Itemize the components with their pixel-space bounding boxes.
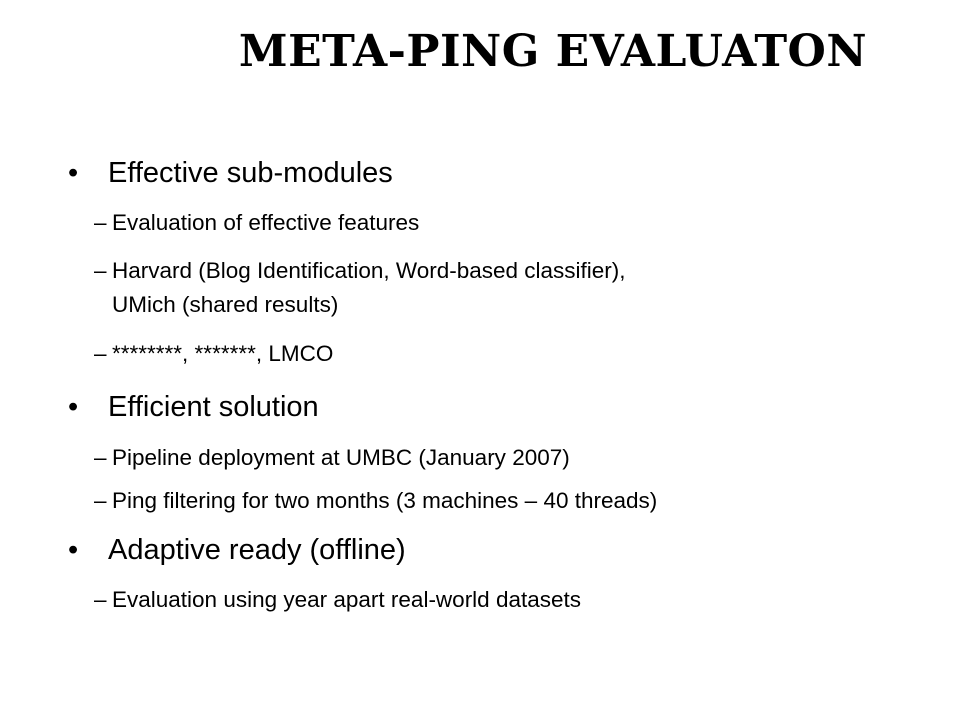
sub-bullet-text-continued: UMich (shared results) [112,292,339,317]
sub-bullet [94,583,581,617]
sub-bullet-text: Ping filtering for two months (3 machines – 40 threads) [112,488,658,513]
sub-bullet [94,206,419,240]
bullet-dot: • [68,534,79,566]
sub-bullet-text: Pipeline deployment at UMBC (January 2007) [112,445,570,470]
sub-bullet-dash: – [94,445,107,470]
sub-bullet [94,441,570,475]
sub-bullet-text: Harvard (Blog Identification, Word-based classifier), [112,258,626,283]
sub-bullet-dash: – [94,587,107,612]
bullet-label: Adaptive ready (offline) [108,534,406,566]
sub-bullet-dash: – [94,341,107,366]
bullet-label: Effective sub-modules [108,157,393,189]
sub-bullet-text: Evaluation of effective features [112,210,420,235]
sub-bullet [94,337,333,371]
bullet-efficient-solution [68,390,319,424]
bullet-effective-sub-modules [68,156,393,190]
bullet-label: Efficient solution [108,391,319,423]
sub-bullet [94,254,626,322]
sub-bullet-dash: – [94,258,107,283]
sub-bullet-dash: – [94,210,107,235]
bullet-dot: • [68,157,79,189]
sub-bullet-text: ********, *******, LMCO [112,341,334,366]
sub-bullet-text: Evaluation using year apart real-world datasets [112,587,582,612]
bullet-dot: • [68,391,79,423]
sub-bullet [94,484,657,518]
bullet-adaptive-ready [68,533,406,567]
slide-title: META-PING EVALUATON [238,26,868,77]
sub-bullet-dash: – [94,488,107,513]
